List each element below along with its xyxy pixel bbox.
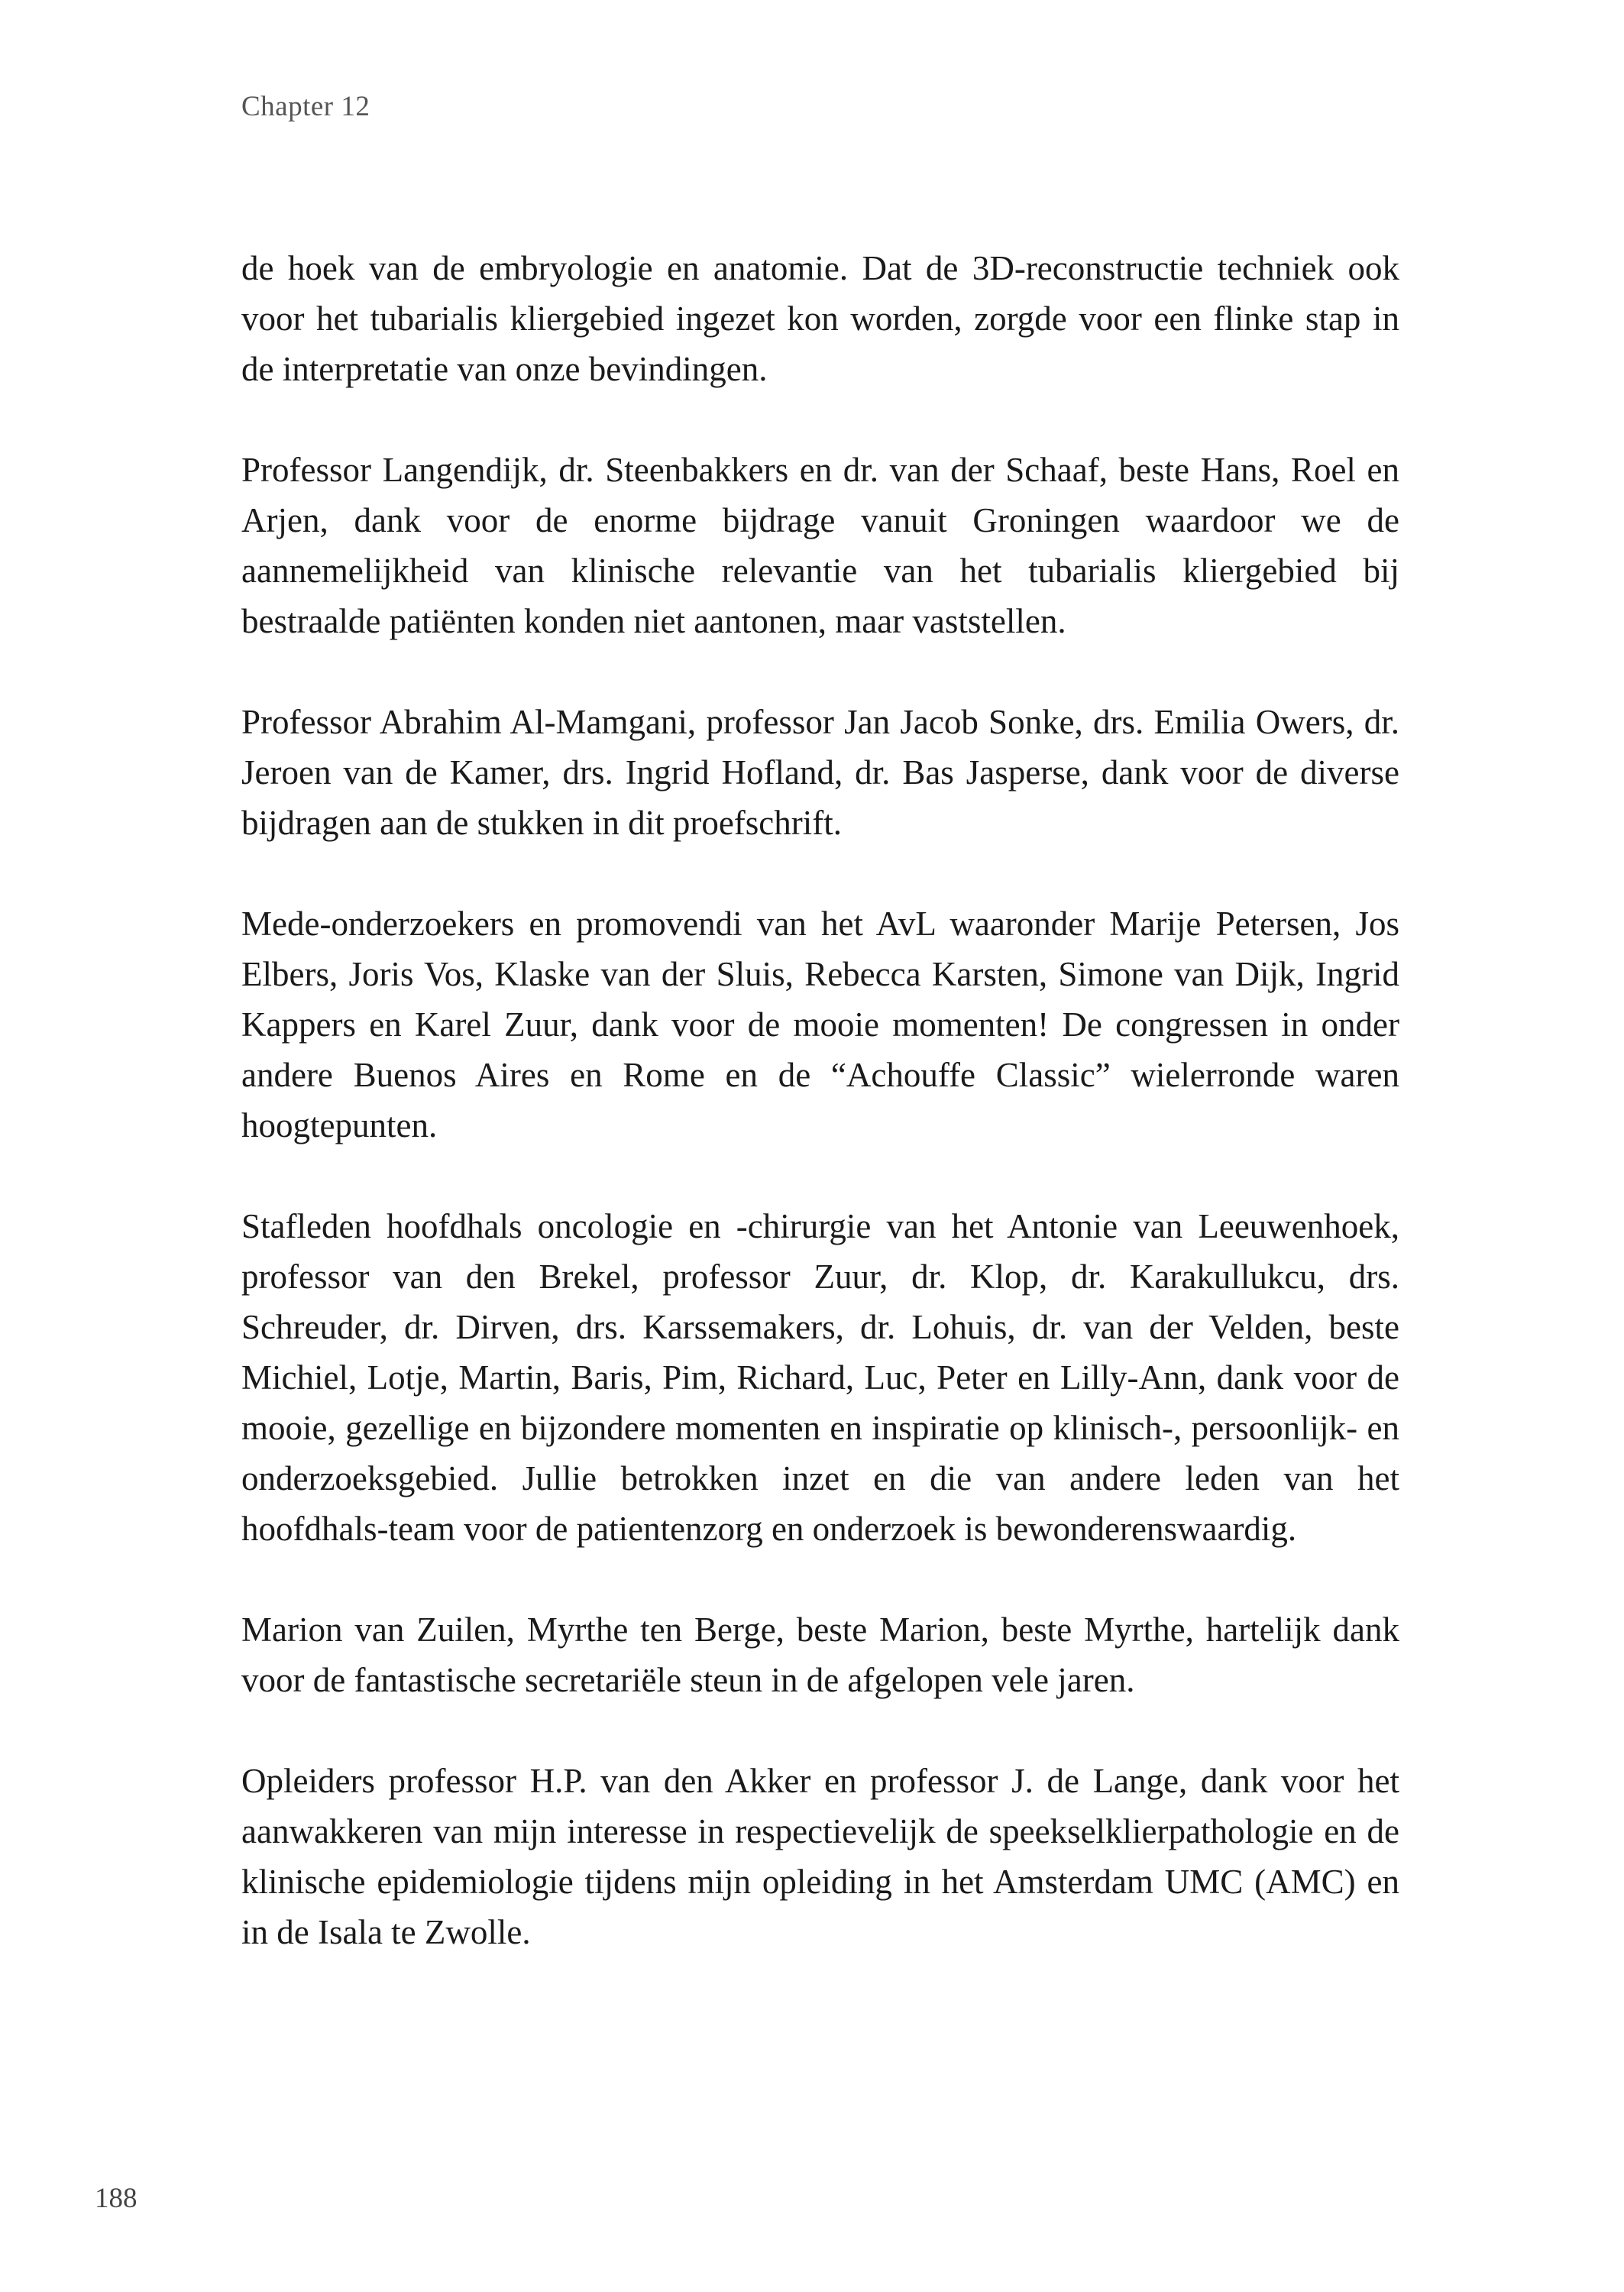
page-number: 188	[95, 2183, 137, 2214]
paragraph-secretariat: Marion van Zuilen, Myrthe ten Berge, beste Marion, beste Myrthe, hartelijk dank voor de fantastische secretariële steun in de afgelopen vele jaren.	[241, 1611, 1399, 1699]
paragraph-colleagues: Mede-onderzoekers en promovendi van het AvL waaronder Marije Petersen, Jos Elbers, Joris Vos, Klaske van der Sluis, Rebecca Karsten, Simone van Dijk, Ingrid Kappers en Karel Zuur, dank voor de mooie momenten! De congressen in onder andere Buenos Aires en Rome en de “Achouffe Classic” wielerronde waren hoogtepunten.	[241, 905, 1399, 1144]
body-text	[241, 243, 1399, 2008]
paragraph-embryology: de hoek van de embryologie en anatomie. Dat de 3D-reconstructie techniek ook voor het tubarialis kliergebied ingezet kon worden, zorgde voor een flinke stap in de interpretatie van onze bevindingen.	[241, 249, 1399, 388]
running-header-chapter: Chapter 12	[241, 91, 370, 122]
paragraph-staff: Stafleden hoofdhals oncologie en -chirurgie van het Antonie van Leeuwenhoek, professor van den Brekel, professor Zuur, dr. Klop, dr. Karakullukcu, drs. Schreuder, dr. Dirven, drs. Karssemakers, dr. Lohuis, dr. van der Velden, beste Michiel, Lotje, Martin, Baris, Pim, Richard, Luc, Peter en Lilly-Ann, dank voor de mooie, gezellige en bijzondere momenten en inspiratie op klinisch-, persoonlijk- en onderzoeksgebied. Jullie betrokken inzet en die van andere leden van het hoofdhals-team voor de patientenzorg en onderzoek is bewonderenswaardig.	[241, 1207, 1399, 1548]
paragraph-trainers: Opleiders professor H.P. van den Akker en professor J. de Lange, dank voor het aanwakkeren van mijn interesse in respectievelijk de speekselklierpathologie en de klinische epidemiologie tijdens mijn opleiding in het Amsterdam UMC (AMC) en in de Isala te Zwolle.	[241, 1762, 1399, 1951]
paragraph-groningen: Professor Langendijk, dr. Steenbakkers en dr. van der Schaaf, beste Hans, Roel en Arjen, dank voor de enorme bijdrage vanuit Groningen waardoor we de aannemelijkheid van klinische relevantie van het tubarialis kliergebied bij bestraalde patiënten konden niet aantonen, maar vaststellen.	[241, 451, 1399, 640]
paragraph-coauthors: Professor Abrahim Al-Mamgani, professor Jan Jacob Sonke, drs. Emilia Owers, dr. Jeroen van de Kamer, drs. Ingrid Hofland, dr. Bas Jasperse, dank voor de diverse bijdragen aan de stukken in dit proefschrift.	[241, 703, 1399, 842]
